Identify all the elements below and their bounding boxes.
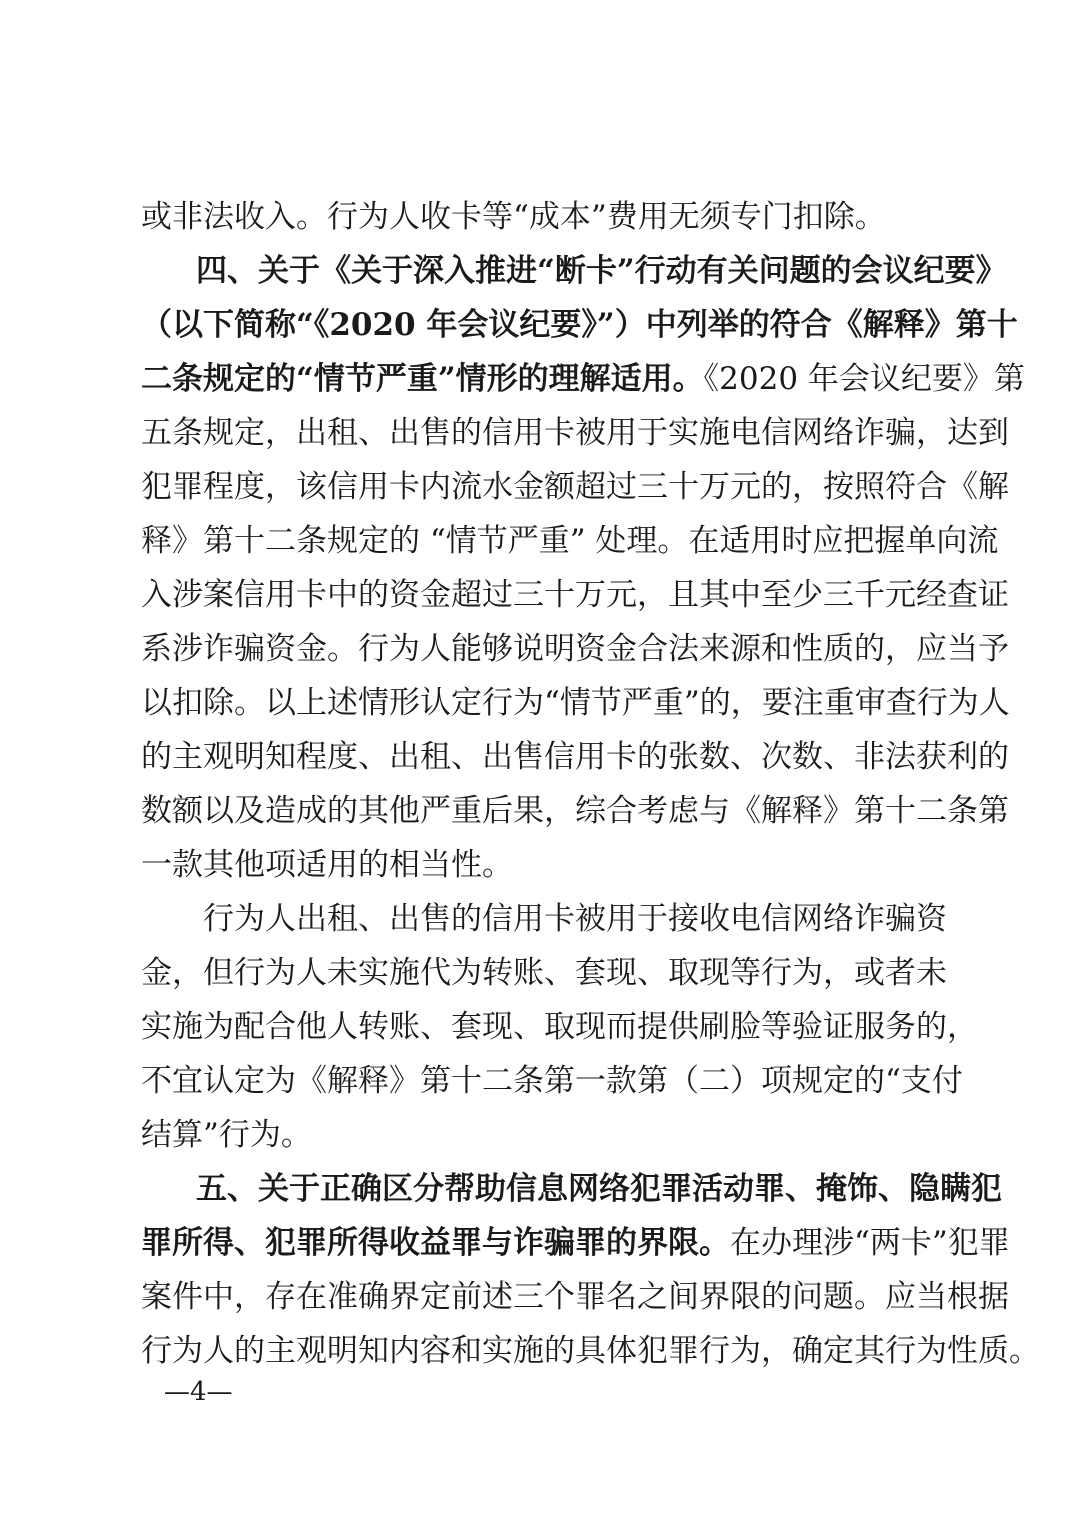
body-line-22: [141, 1323, 1040, 1379]
body-line-8: [141, 567, 1009, 623]
line-7-text: 释》第十二条规定的 “情节严重” 处理。在适用时应把握单向流: [141, 523, 999, 559]
section-five-heading-line-2: [141, 1215, 1010, 1271]
paragraph-2-line-4: [141, 1053, 963, 1109]
line-17-text: 不宜认定为《解释》第十二条第一款第（二）项规定的“支付: [141, 1063, 963, 1099]
line-15-text: 金，但行为人未实施代为转账、套现、取现等行为，或者未: [141, 955, 947, 991]
page-number: —4—: [164, 1377, 233, 1407]
line-20-rest: 在办理涉“两卡”犯罪: [730, 1225, 1010, 1261]
line-3-bold: （以下简称“《2020 年会议纪要》”）中列举的符合《解释》第十: [141, 307, 1018, 343]
section-four-heading-line-2: [141, 297, 1018, 353]
line-14-text: 行为人出租、出售的信用卡被用于接收电信网络诈骗资: [203, 901, 947, 937]
body-line-1: [141, 189, 941, 245]
line-8-text: 入涉案信用卡中的资金超过三十万元，且其中至少三千元经查证: [141, 577, 1009, 613]
section-five-heading-line-1: [196, 1161, 1002, 1217]
section-four-heading-line-1: [196, 243, 1007, 299]
paragraph-2-line-5: [141, 1107, 941, 1163]
line-12-text: 数额以及造成的其他严重后果，综合考虑与《解释》第十二条第: [141, 793, 1009, 829]
line-1-text: 或非法收入。行为人收卡等“成本”费用无须专门扣除。: [141, 199, 886, 235]
line-20-bold: 罪所得、犯罪所得收益罪与诈骗罪的界限。: [141, 1225, 730, 1261]
line-4-rest: 《2020 年会议纪要》第: [703, 361, 1025, 397]
body-line-6: [141, 459, 1009, 515]
line-19-bold: 五、关于正确区分帮助信息网络犯罪活动罪、掩饰、隐瞒犯: [196, 1171, 1002, 1207]
body-line-13: [141, 837, 941, 893]
line-2-bold: 四、关于《关于深入推进“断卡”行动有关问题的会议纪要》: [196, 253, 1007, 289]
paragraph-2-line-3: [141, 999, 978, 1055]
line-10-text: 以扣除。以上述情形认定行为“情节严重”的，要注重审查行为人: [141, 685, 1010, 721]
body-line-12: [141, 783, 1009, 839]
body-line-9: [141, 621, 1009, 677]
paragraph-2-line-2: [141, 945, 947, 1001]
section-four-heading-line-3: [141, 351, 1025, 407]
paragraph-2-line-1: [203, 891, 947, 947]
line-13-text: 一款其他项适用的相当性。: [141, 847, 513, 883]
body-line-7: [141, 513, 999, 569]
line-16-text: 实施为配合他人转账、套现、取现而提供刷脸等验证服务的，: [141, 1009, 978, 1045]
line-9-text: 系涉诈骗资金。行为人能够说明资金合法来源和性质的，应当予: [141, 631, 1009, 667]
line-18-text: 结算”行为。: [141, 1117, 312, 1153]
body-line-10: [141, 675, 1010, 731]
line-6-text: 犯罪程度，该信用卡内流水金额超过三十万元的，按照符合《解: [141, 469, 1009, 505]
line-11-text: 的主观明知程度、出租、出售信用卡的张数、次数、非法获利的: [141, 739, 1009, 775]
line-22-text: 行为人的主观明知内容和实施的具体犯罪行为，确定其行为性质。: [141, 1333, 1040, 1369]
line-5-text: 五条规定，出租、出售的信用卡被用于实施电信网络诈骗，达到: [141, 415, 1009, 451]
body-line-21: [141, 1269, 1009, 1325]
line-4-bold: 二条规定的“情节严重”情形的理解适用。: [141, 361, 704, 397]
line-21-text: 案件中，存在准确界定前述三个罪名之间界限的问题。应当根据: [141, 1279, 1009, 1315]
body-line-11: [141, 729, 1009, 785]
body-line-5: [141, 405, 1009, 461]
